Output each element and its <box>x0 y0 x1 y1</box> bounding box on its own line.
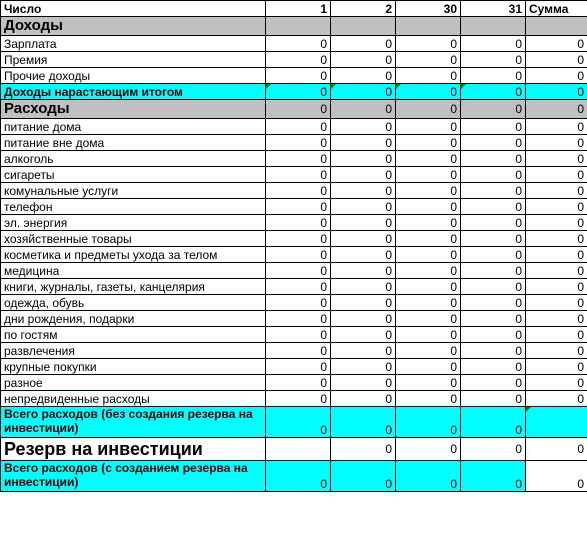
income-row-2-value-5[interactable]: 0 <box>526 52 587 68</box>
total-with-reserve-row-value-1[interactable]: 0 <box>266 461 331 492</box>
income-row-3-label[interactable]: Прочие доходы <box>1 68 266 84</box>
income-cumulative-row <box>1 84 587 100</box>
total-no-reserve-row-value-4[interactable]: 0 <box>461 407 526 438</box>
expense-row-1-value-3[interactable]: 0 <box>396 119 461 135</box>
income-cumulative-row-value-1[interactable]: 0 <box>266 84 331 100</box>
expense-row-15-value-5[interactable]: 0 <box>526 343 587 359</box>
expense-row-3-label[interactable]: алкоголь <box>1 151 266 167</box>
reserve-row-value-3[interactable]: 0 <box>396 438 461 461</box>
header-day-31[interactable]: 31 <box>461 1 526 17</box>
expense-row-17-value-2[interactable]: 0 <box>331 375 396 391</box>
income-row-2 <box>1 52 587 68</box>
total-with-reserve-row-value-4[interactable]: 0 <box>461 461 526 492</box>
expense-row-2-value-4[interactable]: 0 <box>461 135 526 151</box>
expense-row-3-value-1[interactable]: 0 <box>266 151 331 167</box>
income-row-3-value-1[interactable]: 0 <box>266 68 331 84</box>
expense-row-5-value-3[interactable]: 0 <box>396 183 461 199</box>
expense-row-17-value-3[interactable]: 0 <box>396 375 461 391</box>
expense-row-18-value-1[interactable]: 0 <box>266 391 331 407</box>
reserve-row-label[interactable]: Резерв на инвестиции <box>1 438 266 461</box>
expense-row-4-value-3[interactable]: 0 <box>396 167 461 183</box>
expense-row-7-value-5[interactable]: 0 <box>526 215 587 231</box>
expense-row-13-value-1[interactable]: 0 <box>266 311 331 327</box>
expense-row-1-value-4[interactable]: 0 <box>461 119 526 135</box>
reserve-row-value-1[interactable] <box>266 438 331 461</box>
expense-row-18-value-2[interactable]: 0 <box>331 391 396 407</box>
expense-row-11-value-4[interactable]: 0 <box>461 279 526 295</box>
expense-row-16 <box>1 359 587 375</box>
expense-row-13-label[interactable]: дни рождения, подарки <box>1 311 266 327</box>
expense-row-1-value-2[interactable]: 0 <box>331 119 396 135</box>
expense-row-9-value-4[interactable]: 0 <box>461 247 526 263</box>
expense-row-7-value-1[interactable]: 0 <box>266 215 331 231</box>
reserve-row-value-4[interactable]: 0 <box>461 438 526 461</box>
expense-row-15 <box>1 343 587 359</box>
cell[interactable] <box>266 17 331 36</box>
expense-section-row-value-4[interactable]: 0 <box>461 100 526 119</box>
expense-row-4-label[interactable]: сигареты <box>1 167 266 183</box>
expense-row-11 <box>1 279 587 295</box>
income-row-1-value-1[interactable]: 0 <box>266 36 331 52</box>
income-cumulative-row-label[interactable]: Доходы нарастающим итогом <box>1 84 266 100</box>
cell[interactable] <box>526 17 587 36</box>
expense-row-8-value-1[interactable]: 0 <box>266 231 331 247</box>
expense-row-18-value-4[interactable]: 0 <box>461 391 526 407</box>
expense-row-9 <box>1 247 587 263</box>
total-no-reserve-row-value-1[interactable]: 0 <box>266 407 331 438</box>
reserve-row-value-5[interactable]: 0 <box>526 438 587 461</box>
expense-row-12 <box>1 295 587 311</box>
cell[interactable] <box>461 17 526 36</box>
expense-row-10-value-1[interactable]: 0 <box>266 263 331 279</box>
expense-row-16-value-5[interactable]: 0 <box>526 359 587 375</box>
income-cumulative-row-value-3[interactable]: 0 <box>396 84 461 100</box>
expense-row-2 <box>1 135 587 151</box>
expense-row-4-value-2[interactable]: 0 <box>331 167 396 183</box>
expense-row-9-value-3[interactable]: 0 <box>396 247 461 263</box>
expense-row-18-value-3[interactable]: 0 <box>396 391 461 407</box>
reserve-row <box>1 438 587 461</box>
expense-row-14-value-5[interactable]: 0 <box>526 327 587 343</box>
expense-row-6-value-2[interactable]: 0 <box>331 199 396 215</box>
expense-section-row-value-2[interactable]: 0 <box>331 100 396 119</box>
expense-row-15-value-4[interactable]: 0 <box>461 343 526 359</box>
expense-row-1-value-1[interactable]: 0 <box>266 119 331 135</box>
expense-row-5-label[interactable]: комунальные услуги <box>1 183 266 199</box>
total-with-reserve-row-label[interactable]: Всего расходов (с созданием резерва на инвестиции) <box>1 461 266 492</box>
expense-row-10-value-3[interactable]: 0 <box>396 263 461 279</box>
expense-row-15-value-3[interactable]: 0 <box>396 343 461 359</box>
expense-row-5-value-4[interactable]: 0 <box>461 183 526 199</box>
expense-row-13-value-2[interactable]: 0 <box>331 311 396 327</box>
expense-row-8 <box>1 231 587 247</box>
expense-row-4-value-5[interactable]: 0 <box>526 167 587 183</box>
expense-row-2-value-5[interactable]: 0 <box>526 135 587 151</box>
expense-row-13-value-4[interactable]: 0 <box>461 311 526 327</box>
income-cumulative-row-value-4[interactable]: 0 <box>461 84 526 100</box>
expense-row-2-value-3[interactable]: 0 <box>396 135 461 151</box>
expense-row-8-value-3[interactable]: 0 <box>396 231 461 247</box>
reserve-row-value-2[interactable]: 0 <box>331 438 396 461</box>
expense-row-18-label[interactable]: непредвиденные расходы <box>1 391 266 407</box>
expense-row-17 <box>1 375 587 391</box>
expense-row-3-value-2[interactable]: 0 <box>331 151 396 167</box>
income-row-1-value-5[interactable]: 0 <box>526 36 587 52</box>
expense-row-5-value-1[interactable]: 0 <box>266 183 331 199</box>
expense-row-11-value-2[interactable]: 0 <box>331 279 396 295</box>
income-cumulative-row-value-2[interactable]: 0 <box>331 84 396 100</box>
expense-row-6 <box>1 199 587 215</box>
income-row-3-value-5[interactable]: 0 <box>526 68 587 84</box>
cell[interactable] <box>396 17 461 36</box>
income-section-row <box>1 17 587 36</box>
income-row-2-value-4[interactable]: 0 <box>461 52 526 68</box>
expense-row-9-value-1[interactable]: 0 <box>266 247 331 263</box>
income-row-1 <box>1 36 587 52</box>
expense-row-17-value-5[interactable]: 0 <box>526 375 587 391</box>
expense-row-17-label[interactable]: разное <box>1 375 266 391</box>
header-sum[interactable]: Сумма <box>526 1 587 17</box>
income-row-1-value-3[interactable]: 0 <box>396 36 461 52</box>
expense-row-8-label[interactable]: хозяйственные товары <box>1 231 266 247</box>
expense-row-12-label[interactable]: одежда, обувь <box>1 295 266 311</box>
income-row-2-value-3[interactable]: 0 <box>396 52 461 68</box>
expense-row-14 <box>1 327 587 343</box>
expense-row-18 <box>1 391 587 407</box>
expense-row-9-value-5[interactable]: 0 <box>526 247 587 263</box>
expense-row-10-label[interactable]: медицина <box>1 263 266 279</box>
expense-row-12-value-5[interactable]: 0 <box>526 295 587 311</box>
cell[interactable] <box>331 17 396 36</box>
expense-row-15-label[interactable]: развлечения <box>1 343 266 359</box>
expense-row-6-label[interactable]: телефон <box>1 199 266 215</box>
expense-row-4-value-1[interactable]: 0 <box>266 167 331 183</box>
expense-row-1-value-5[interactable]: 0 <box>526 119 587 135</box>
expense-row-8-value-4[interactable]: 0 <box>461 231 526 247</box>
expense-row-16-value-1[interactable]: 0 <box>266 359 331 375</box>
total-with-reserve-row <box>1 461 587 492</box>
expense-row-7-value-4[interactable]: 0 <box>461 215 526 231</box>
expense-row-1-label[interactable]: питание дома <box>1 119 266 135</box>
expense-row-6-value-3[interactable]: 0 <box>396 199 461 215</box>
expense-section-row-value-3[interactable]: 0 <box>396 100 461 119</box>
income-row-1-value-4[interactable]: 0 <box>461 36 526 52</box>
expense-row-3 <box>1 151 587 167</box>
expense-row-2-value-1[interactable]: 0 <box>266 135 331 151</box>
expense-row-5 <box>1 183 587 199</box>
total-with-reserve-row-value-2[interactable]: 0 <box>331 461 396 492</box>
expense-row-8-value-2[interactable]: 0 <box>331 231 396 247</box>
header-day-2[interactable]: 2 <box>331 1 396 17</box>
expense-row-4-value-4[interactable]: 0 <box>461 167 526 183</box>
expense-row-4 <box>1 167 587 183</box>
expense-row-12-value-2[interactable]: 0 <box>331 295 396 311</box>
expense-row-14-value-1[interactable]: 0 <box>266 327 331 343</box>
total-no-reserve-row-value-5[interactable] <box>526 407 587 438</box>
income-row-3-value-2[interactable]: 0 <box>331 68 396 84</box>
header-day-30[interactable]: 30 <box>396 1 461 17</box>
expense-row-5-value-2[interactable]: 0 <box>331 183 396 199</box>
expense-row-13-value-3[interactable]: 0 <box>396 311 461 327</box>
expense-row-18-value-5[interactable]: 0 <box>526 391 587 407</box>
income-row-3-value-4[interactable]: 0 <box>461 68 526 84</box>
expense-row-14-value-4[interactable]: 0 <box>461 327 526 343</box>
total-no-reserve-row-value-2[interactable]: 0 <box>331 407 396 438</box>
total-no-reserve-row <box>1 407 587 438</box>
total-with-reserve-row-value-3[interactable]: 0 <box>396 461 461 492</box>
expense-row-11-value-1[interactable]: 0 <box>266 279 331 295</box>
income-cumulative-row-value-5[interactable]: 0 <box>526 84 587 100</box>
expense-row-12-value-1[interactable]: 0 <box>266 295 331 311</box>
expense-row-16-value-4[interactable]: 0 <box>461 359 526 375</box>
expense-row-12-value-3[interactable]: 0 <box>396 295 461 311</box>
expense-row-9-value-2[interactable]: 0 <box>331 247 396 263</box>
expense-row-2-label[interactable]: питание вне дома <box>1 135 266 151</box>
expense-row-11-value-3[interactable]: 0 <box>396 279 461 295</box>
expense-row-7 <box>1 215 587 231</box>
expense-row-14-label[interactable]: по гостям <box>1 327 266 343</box>
income-row-2-value-2[interactable]: 0 <box>331 52 396 68</box>
expense-row-17-value-1[interactable]: 0 <box>266 375 331 391</box>
expense-row-6-value-1[interactable]: 0 <box>266 199 331 215</box>
expense-section-row-value-1[interactable]: 0 <box>266 100 331 119</box>
income-row-2-label[interactable]: Премия <box>1 52 266 68</box>
income-row-3 <box>1 68 587 84</box>
expense-row-16-value-3[interactable]: 0 <box>396 359 461 375</box>
income-section-label[interactable]: Доходы <box>1 17 266 36</box>
income-row-1-value-2[interactable]: 0 <box>331 36 396 52</box>
expense-row-15-value-1[interactable]: 0 <box>266 343 331 359</box>
expense-row-3-value-4[interactable]: 0 <box>461 151 526 167</box>
expense-section-row-value-5[interactable]: 0 <box>526 100 587 119</box>
expense-row-15-value-2[interactable]: 0 <box>331 343 396 359</box>
expense-row-7-value-3[interactable]: 0 <box>396 215 461 231</box>
total-no-reserve-row-value-3[interactable]: 0 <box>396 407 461 438</box>
expense-section-row-label[interactable]: Расходы <box>1 100 266 119</box>
income-row-2-value-1[interactable]: 0 <box>266 52 331 68</box>
total-no-reserve-row-label[interactable]: Всего расходов (без создания резерва на инвестиции) <box>1 407 266 438</box>
expense-row-13 <box>1 311 587 327</box>
expense-row-2-value-2[interactable]: 0 <box>331 135 396 151</box>
income-row-1-label[interactable]: Зарплата <box>1 36 266 52</box>
expense-row-7-value-2[interactable]: 0 <box>331 215 396 231</box>
expense-row-11-value-5[interactable]: 0 <box>526 279 587 295</box>
expense-row-10 <box>1 263 587 279</box>
expense-row-14-value-3[interactable]: 0 <box>396 327 461 343</box>
expense-row-17-value-4[interactable]: 0 <box>461 375 526 391</box>
expense-row-11-label[interactable]: книги, журналы, газеты, канцелярия <box>1 279 266 295</box>
expense-section-row <box>1 100 587 119</box>
header-day-1[interactable]: 1 <box>266 1 331 17</box>
expense-row-8-value-5[interactable]: 0 <box>526 231 587 247</box>
expense-row-16-value-2[interactable]: 0 <box>331 359 396 375</box>
header-label[interactable]: Число <box>1 1 266 17</box>
expense-row-3-value-5[interactable]: 0 <box>526 151 587 167</box>
header-row <box>1 1 587 17</box>
expense-row-5-value-5[interactable]: 0 <box>526 183 587 199</box>
expense-row-10-value-5[interactable]: 0 <box>526 263 587 279</box>
expense-row-9-label[interactable]: косметика и предметы ухода за телом <box>1 247 266 263</box>
income-row-3-value-3[interactable]: 0 <box>396 68 461 84</box>
expense-row-13-value-5[interactable]: 0 <box>526 311 587 327</box>
expense-row-10-value-4[interactable]: 0 <box>461 263 526 279</box>
expense-row-12-value-4[interactable]: 0 <box>461 295 526 311</box>
expense-row-10-value-2[interactable]: 0 <box>331 263 396 279</box>
expense-row-7-label[interactable]: эл. энергия <box>1 215 266 231</box>
expense-row-3-value-3[interactable]: 0 <box>396 151 461 167</box>
expense-row-16-label[interactable]: крупные покупки <box>1 359 266 375</box>
expense-row-1 <box>1 119 587 135</box>
expense-row-6-value-4[interactable]: 0 <box>461 199 526 215</box>
expense-row-14-value-2[interactable]: 0 <box>331 327 396 343</box>
total-with-reserve-row-value-5[interactable]: 0 <box>526 461 587 492</box>
expense-row-6-value-5[interactable]: 0 <box>526 199 587 215</box>
